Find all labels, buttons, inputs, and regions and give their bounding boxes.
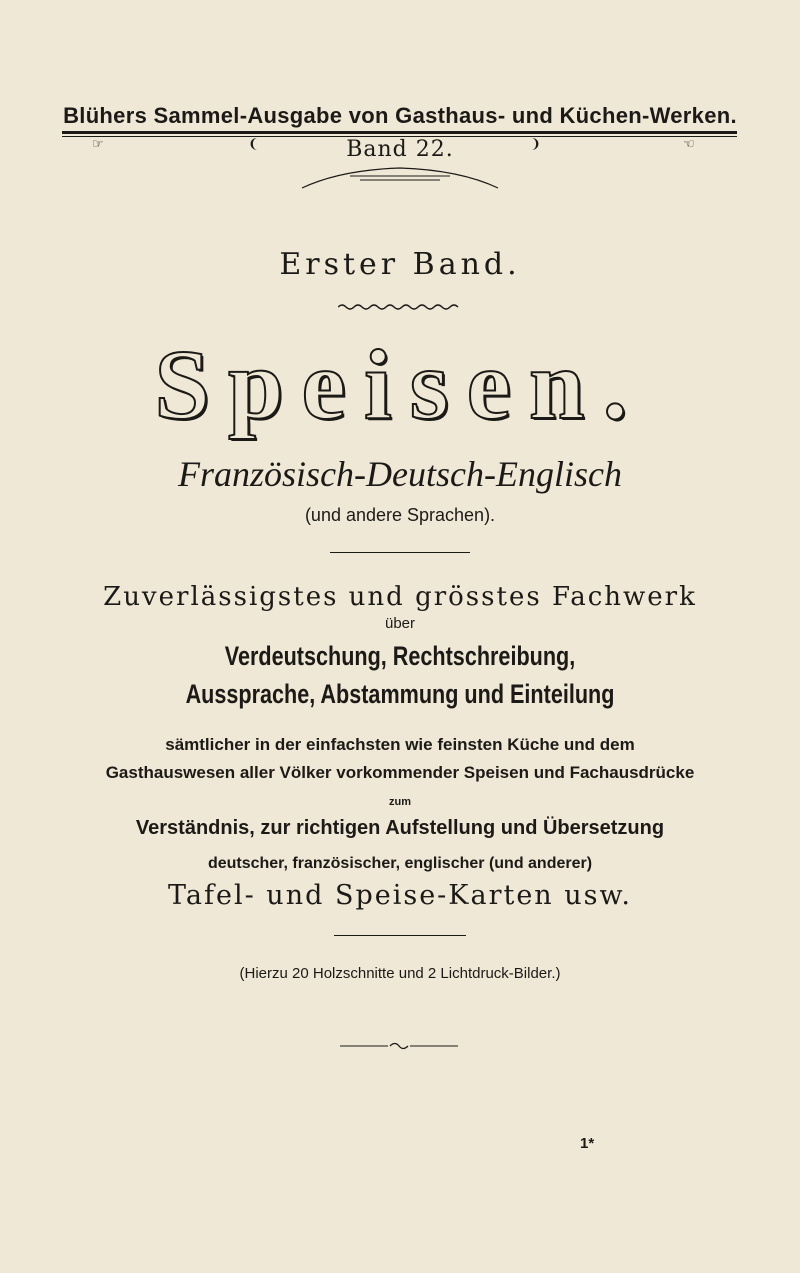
volume-title: Erster Band. (279, 247, 521, 282)
band-number: Band 22. (346, 137, 454, 162)
flourish-icon: ❩ (530, 137, 541, 152)
scope-line-2: Gasthauswesen aller Völker vorkommender Speisen und Fachausdrücke (105, 763, 695, 782)
scope-line-1: sämtlicher in der einfachsten wie feinsten Küche und dem (165, 735, 635, 754)
divider (334, 935, 466, 936)
folio: 1* (580, 1135, 595, 1152)
series-title: Blühers Sammel-Ausgabe von Gasthaus- und Küchen-Werken. (63, 103, 737, 128)
divider (330, 552, 470, 553)
swash-ornament-icon (300, 164, 500, 192)
languages-title: Französisch-Deutsch-Englisch (178, 454, 622, 494)
topics-line-1: Verdeutschung, Rechtschreibung, (224, 641, 576, 671)
end-ornament-icon (340, 1040, 458, 1052)
zum-line: zum (389, 796, 411, 808)
topics-line-2: Aussprache, Abstammung und Einteilung (185, 679, 615, 709)
purpose-line: Verständnis, zur richtigen Aufstellung und Übersetzung (135, 817, 665, 839)
header-rule (62, 131, 737, 134)
fachwerk-line: Zuverlässigstes und grösstes Fachwerk (103, 582, 697, 612)
ueber-line: über (384, 615, 416, 632)
languages-subtitle: (und andere Sprachen). (304, 505, 496, 525)
languages-list-line: deutscher, französischer, englischer (und anderer) (207, 855, 593, 872)
pointing-hand-icon: ☜ (683, 137, 695, 152)
karten-line: Tafel- und Speise-Karten usw. (167, 880, 633, 911)
pointing-hand-icon: ☞ (92, 137, 104, 152)
flourish-icon: ❨ (248, 137, 259, 152)
wave-ornament-icon (338, 303, 462, 311)
illustrations-note: (Hierzu 20 Holzschnitte und 2 Lichtdruck-Bilder.) (239, 965, 561, 982)
main-title: Speisen. (154, 329, 646, 440)
